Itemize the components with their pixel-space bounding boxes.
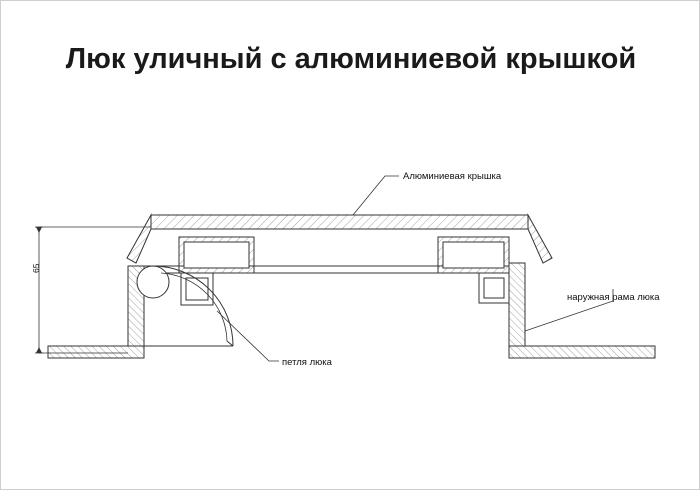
label-outer-frame: наружная рама люка <box>567 292 660 303</box>
leader-lines <box>217 176 613 361</box>
left-tube-section <box>179 237 254 273</box>
label-dimension-height: 65 <box>31 263 41 273</box>
right-tube-section <box>438 237 509 273</box>
left-small-box <box>181 273 213 305</box>
label-hinge: петля люка <box>282 357 332 368</box>
right-small-box <box>479 273 509 303</box>
hatch-section-drawing <box>1 1 700 491</box>
page-title: Люк уличный с алюминиевой крышкой <box>65 43 637 75</box>
outer-frame-left <box>48 266 144 358</box>
label-aluminium-cover: Алюминиевая крышка <box>403 171 502 182</box>
outer-frame-right <box>509 263 655 358</box>
